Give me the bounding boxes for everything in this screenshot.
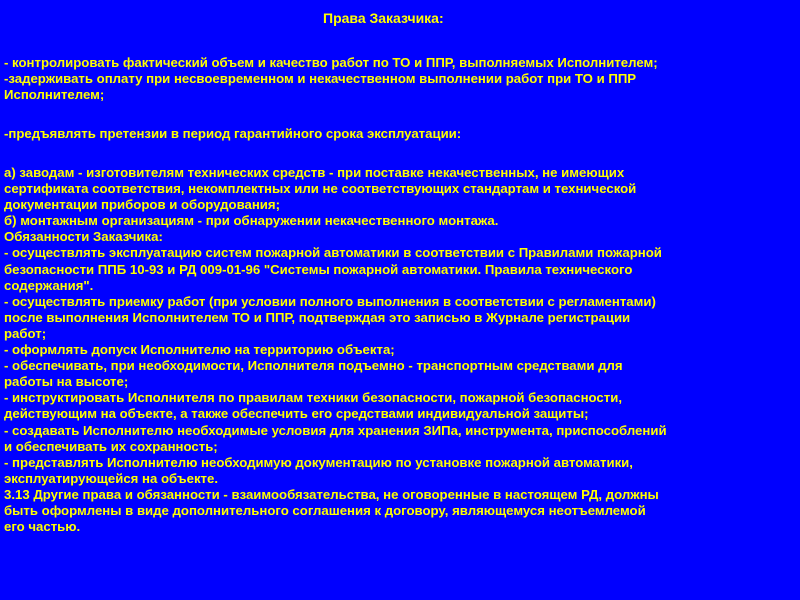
text-line: - обеспечивать, при необходимости, Исполнителя подъемно - транспортным средствами для — [4, 358, 623, 374]
text-line: - контролировать фактический объем и качество работ по ТО и ППР, выполняемых Исполнителем; — [4, 55, 658, 70]
text-block-obligations — [4, 165, 794, 535]
text-line: -предъявлять претензии в период гарантийного срока эксплуатации: — [4, 126, 462, 141]
text-line: - оформлять допуск Исполнителю на территорию объекта; — [4, 342, 395, 358]
text-line: эксплуатирующейся на объекте. — [4, 470, 219, 486]
text-line: документации приборов и оборудования; — [4, 197, 280, 213]
text-line: а) заводам - изготовителям технических средств - при поставке некачественных, не имеющих — [4, 165, 625, 180]
section-heading: Обязанности Заказчика: — [4, 229, 163, 245]
text-line: сертификата соответствия, некомплектных или не соответствующих стандартам и технической — [4, 181, 637, 197]
text-line: его частью. — [4, 519, 81, 535]
text-line: -задерживать оплату при несвоевременном и некачественном выполнении работ при ТО и ППР — [4, 71, 637, 87]
text-line: быть оформлены в виде дополнительного соглашения к договору, являющемуся неотъемлемой — [4, 502, 646, 518]
text-line: - осуществлять эксплуатацию систем пожарной автоматики в соответствии с Правилами пожарной — [4, 245, 662, 261]
text-line: работы на высоте; — [4, 374, 129, 390]
text-line: Исполнителем; — [4, 87, 105, 103]
text-line: безопасности ППБ 10-93 и РД 009-01-96 "Системы пожарной автоматики. Правила технического — [4, 261, 633, 277]
text-block-rights — [4, 55, 794, 103]
slide-title: Права Заказчика: — [323, 10, 444, 26]
text-line: после выполнения Исполнителем ТО и ППР, подтверждая это записью в Журнале регистрации — [4, 309, 631, 325]
text-line: - инструктировать Исполнителя по правилам техники безопасности, пожарной безопасности, — [4, 390, 622, 406]
text-line: действующим на объекте, а также обеспечить его средствами индивидуальной защиты; — [4, 406, 589, 422]
text-line: 3.13 Другие права и обязанности - взаимообязательства, не оговоренные в настоящем РД, должны — [4, 486, 659, 502]
text-block-claims — [4, 126, 794, 142]
text-line: работ; — [4, 325, 47, 341]
text-line: и обеспечивать их сохранность; — [4, 438, 218, 454]
text-line: - представлять Исполнителю необходимую документацию по установке пожарной автоматики, — [4, 454, 633, 470]
text-line: содержания". — [4, 277, 94, 293]
text-line: - создавать Исполнителю необходимые условия для хранения ЗИПа, инструмента, приспособлений — [4, 422, 667, 438]
text-line: б) монтажным организациям - при обнаружении некачественного монтажа. — [4, 213, 499, 229]
text-line: - осуществлять приемку работ (при условии полного выполнения в соответствии с регламентами) — [4, 293, 656, 309]
